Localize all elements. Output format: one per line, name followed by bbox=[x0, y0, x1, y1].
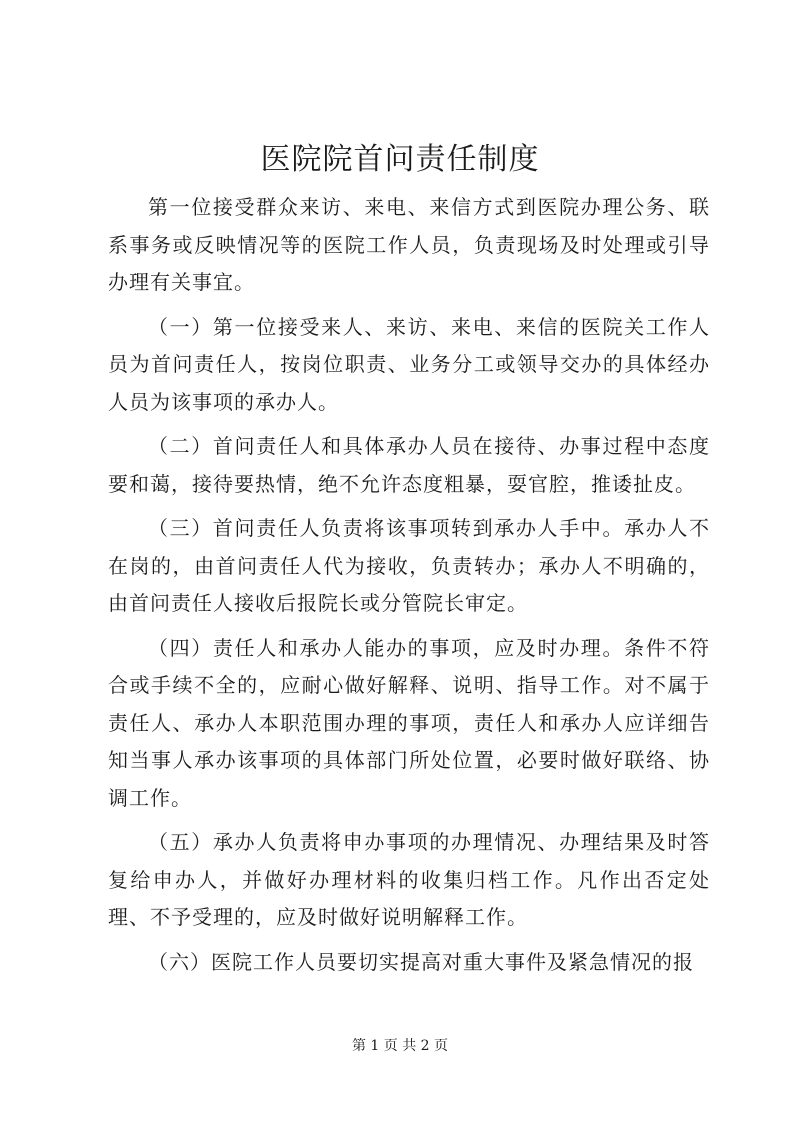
paragraph-item-5: （五）承办人负责将申办事项的办理情况、办理结果及时答复给申办人，并做好办理材料的收集归档工作。凡作出否定处理、不予受理的，应及时做好说明解释工作。 bbox=[108, 830, 710, 929]
document-title: 医院院首问责任制度 bbox=[260, 142, 540, 177]
paragraph-item-4: （四）责任人和承办人能办的事项，应及时办理。条件不符合或手续不全的，应耐心做好解释、说明、指导工作。对不属于责任人、承办人本职范围办理的事项，责任人和承办人应详细告知当事人承办该事项的具体部门所处位置，必要时做好联络、协调工作。 bbox=[108, 635, 710, 810]
paragraph-item-2: （二）首问责任人和具体承办人员在接待、办事过程中态度要和蔼，接待要热情，绝不允许态度粗暴，耍官腔，推诿扯皮。 bbox=[108, 434, 710, 496]
paragraph-item-3: （三）首问责任人负责将该事项转到承办人手中。承办人不在岗的，由首问责任人代为接收，负责转办；承办人不明确的，由首问责任人接收后报院长或分管院长审定。 bbox=[108, 516, 710, 615]
page-number-footer: 第 1 页 共 2 页 bbox=[351, 1038, 449, 1054]
paragraph-item-6: （六）医院工作人员要切实提高对重大事件及紧急情况的报 bbox=[148, 949, 694, 974]
paragraph-intro: 第一位接受群众来访、来电、来信方式到医院办理公务、联系事务或反映情况等的医院工作人员，负责现场及时处理或引导办理有关事宜。 bbox=[108, 195, 710, 294]
paragraph-item-1: （一）第一位接受来人、来访、来电、来信的医院关工作人员为首问责任人，按岗位职责、业务分工或领导交办的具体经办人员为该事项的承办人。 bbox=[108, 314, 710, 414]
document-body bbox=[108, 189, 710, 988]
